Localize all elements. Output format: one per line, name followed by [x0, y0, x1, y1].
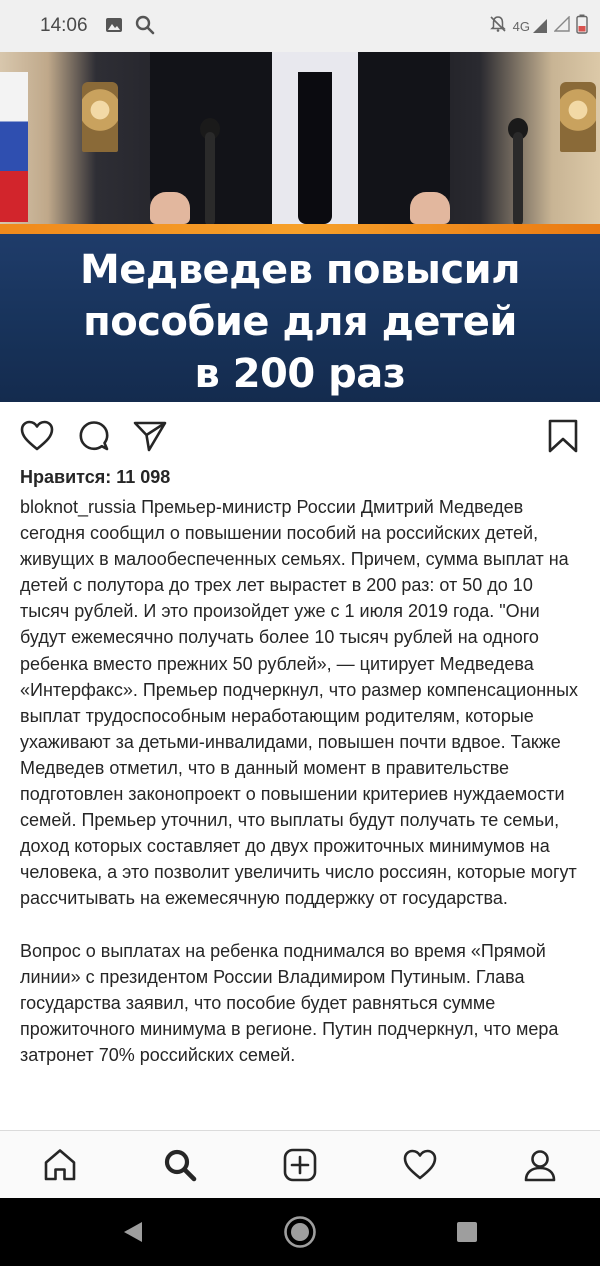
likes-count[interactable]: Нравится: 11 098 — [20, 467, 171, 487]
bell-off-icon — [489, 15, 507, 36]
home-circle-icon[interactable] — [283, 1215, 317, 1249]
share-icon[interactable] — [132, 418, 168, 454]
caption-text-1: Премьер-министр России Дмитрий Медведев сегодня сообщил о повышении пособий на российских детей, живущих в малообеспеченных семьях. Причем, сумма выплат на детей с полутора до трех лет вырастет в 200 раз: от 50 до 10 тысяч рублей. И это произойдет уже с 1 июля 2019 года. "Они будут ежемесячно получать более 10 тысяч рублей на одного ребенка вместо прежних 50 рублей», — цитирует Медведева «Интерфакс». Премьер подчеркнул, что размер компенсационных выплат трудоспособным неработающим родителям, которые ухаживают за детьми-инвалидами, повышен почти вдвое. Также Медведев отметил, что в данный момент в правительстве подготовлен законопроект о повышении критериев нуждаемости семей. Премьер уточнил, что выплаты будут получать те семьи, доход которых составляет до двух прожиточных минимумов на человека, а это позволит увеличить число россиян, которые могут рассчитывать на ежемесячную поддержку от государства. — [20, 497, 579, 909]
status-bar — [0, 0, 600, 52]
post-caption — [20, 494, 586, 1068]
headline-line-2: пособие для детей — [83, 299, 517, 345]
caption-username[interactable]: bloknot_russia — [20, 497, 137, 517]
home-icon[interactable] — [40, 1145, 80, 1185]
heart-icon[interactable] — [19, 418, 55, 454]
search-icon[interactable] — [160, 1145, 200, 1185]
headline-text — [0, 244, 600, 400]
signal-empty-icon — [554, 16, 570, 35]
post-image[interactable] — [0, 52, 600, 402]
headline-panel — [0, 234, 600, 402]
network-label: 4G — [512, 18, 530, 34]
microphone-stand-right — [513, 132, 523, 226]
hand-right — [410, 192, 450, 224]
image-icon — [105, 16, 123, 39]
system-nav-bar — [0, 1198, 600, 1266]
status-left-icons — [105, 15, 155, 40]
bookmark-icon[interactable] — [545, 418, 581, 454]
headline-line-1: Медведев повысил — [80, 247, 520, 293]
activity-heart-icon[interactable] — [400, 1145, 440, 1185]
caption-paragraph-1 — [20, 494, 586, 912]
status-time: 14:06 — [40, 15, 88, 36]
headline-line-3: в 200 раз — [194, 351, 406, 397]
back-icon[interactable] — [116, 1215, 150, 1249]
search-icon — [135, 15, 155, 40]
caption-paragraph-2: Вопрос о выплатах на ребенка поднимался во время «Прямой линии» с президентом России Владимиром Путиным. Глава государства заявил, что пособие будет равняться сумме прожиточного минимума в регионе. Путин подчеркнул, что мера затронет 70% российских семей. — [20, 940, 559, 1065]
status-right-icons — [489, 14, 588, 37]
battery-icon — [576, 14, 588, 37]
comment-icon[interactable] — [76, 418, 112, 454]
bottom-nav — [0, 1130, 600, 1198]
flag-graphic — [0, 72, 28, 222]
recents-icon[interactable] — [450, 1215, 484, 1249]
hand-left — [150, 192, 190, 224]
profile-icon[interactable] — [520, 1145, 560, 1185]
headline-stripe — [0, 224, 600, 234]
post-actions — [0, 402, 600, 466]
add-post-icon[interactable] — [280, 1145, 320, 1185]
signal-4g-icon — [513, 18, 548, 34]
tie-graphic — [298, 72, 332, 224]
ornament-left — [82, 82, 118, 152]
microphone-stand-left — [205, 132, 215, 226]
ornament-right — [560, 82, 596, 152]
